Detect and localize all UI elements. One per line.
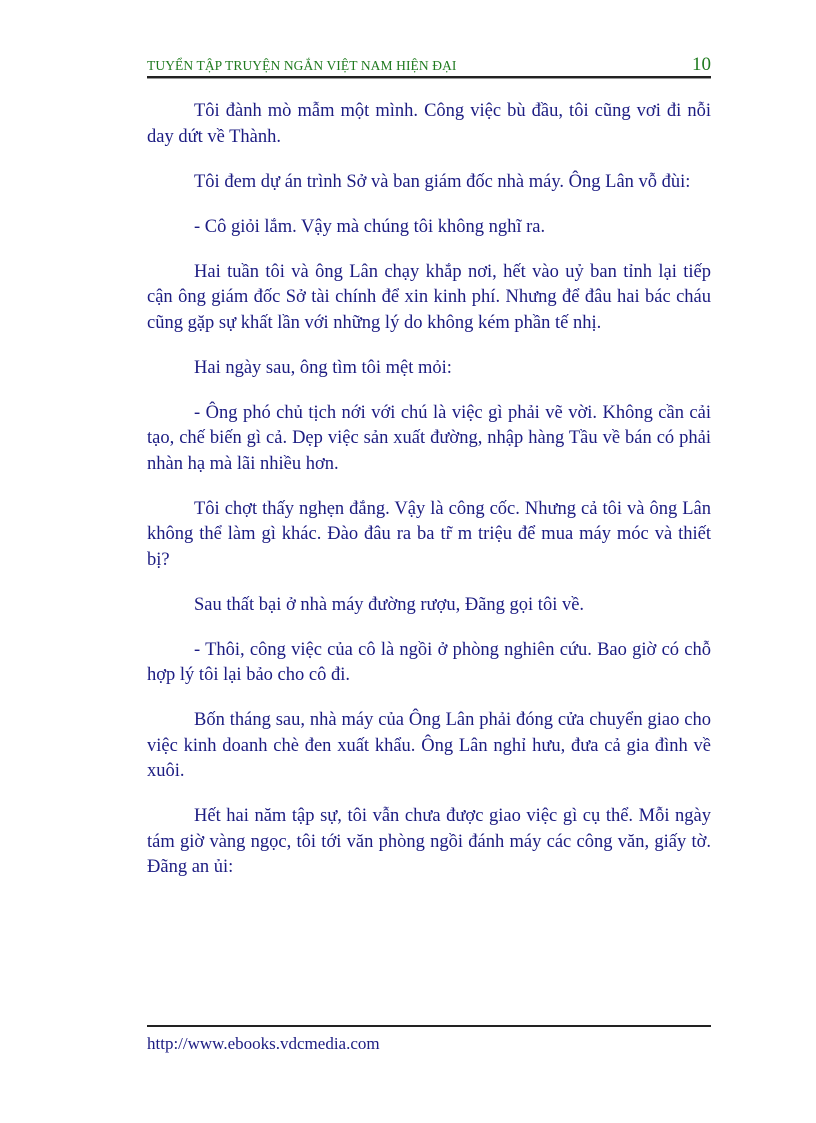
paragraph: Sau thất bại ở nhà máy đường rượu, Đãng gọi tôi về. [194,594,585,615]
paragraph: Tôi đành mò mẫm một mình. Công việc bù đầu, tôi cũng vơi đi nỗi day dứt về Thành. [147,101,711,147]
paragraph: Hai ngày sau, ông tìm tôi mệt mỏi: [194,357,452,378]
book-title: TUYỂN TẬP TRUYỆN NGẮN VIỆT NAM HIỆN ĐẠI [147,58,457,73]
paragraph: Hết hai năm tập sự, tôi vẫn chưa được giao việc gì cụ thể. Mỗi ngày tám giờ vàng ngọc, tôi tới văn phòng ngồi đánh máy các công văn, giấy tờ. Đãng an ủi: [147,806,711,877]
footer-website-link[interactable]: http://www.ebooks.vdcmedia.com [147,1034,380,1053]
paragraph: Tôi đem dự án trình Sở và ban giám đốc nhà máy. Ông Lân vỗ đùi: [194,171,691,192]
paragraph: Bốn tháng sau, nhà máy của Ông Lân phải đóng cửa chuyển giao cho việc kinh doanh chè đen xuất khẩu. Ông Lân nghỉ hưu, đưa cả gia đình về xuôi. [147,710,711,781]
header-divider [147,76,711,79]
story-body [147,99,711,900]
paragraph: - Thôi, công việc của cô là ngồi ở phòng nghiên cứu. Bao giờ có chỗ hợp lý tôi lại bảo cho cô đi. [147,639,711,685]
page-number: 10 [692,54,711,75]
page-header [147,52,711,74]
paragraph: - Cô giỏi lắm. Vậy mà chúng tôi không nghĩ ra. [194,216,546,237]
paragraph: Hai tuần tôi và ông Lân chạy khắp nơi, hết vào uỷ ban tỉnh lại tiếp cận ông giám đốc Sở tài chính để xin kinh phí. Nhưng để đâu hai bác cháu cũng gặp sự khất lần với những lý do không kém phần tế nhị. [147,261,711,333]
footer-divider [147,1025,711,1027]
paragraph: - Ông phó chủ tịch nới với chú là việc gì phải vẽ vời. Không cần cải tạo, chế biến gì cả. Dẹp việc sản xuất đường, nhập hàng Tầu về bán có phải nhàn hạ mà lãi nhiều hơn. [147,402,711,474]
paragraph: Tôi chợt thấy nghẹn đắng. Vậy là công cốc. Nhưng cả tôi và ông Lân không thể làm gì khác. Đào đâu ra ba tr̃ m triệu để mua máy móc và thiết bị? [147,498,711,570]
